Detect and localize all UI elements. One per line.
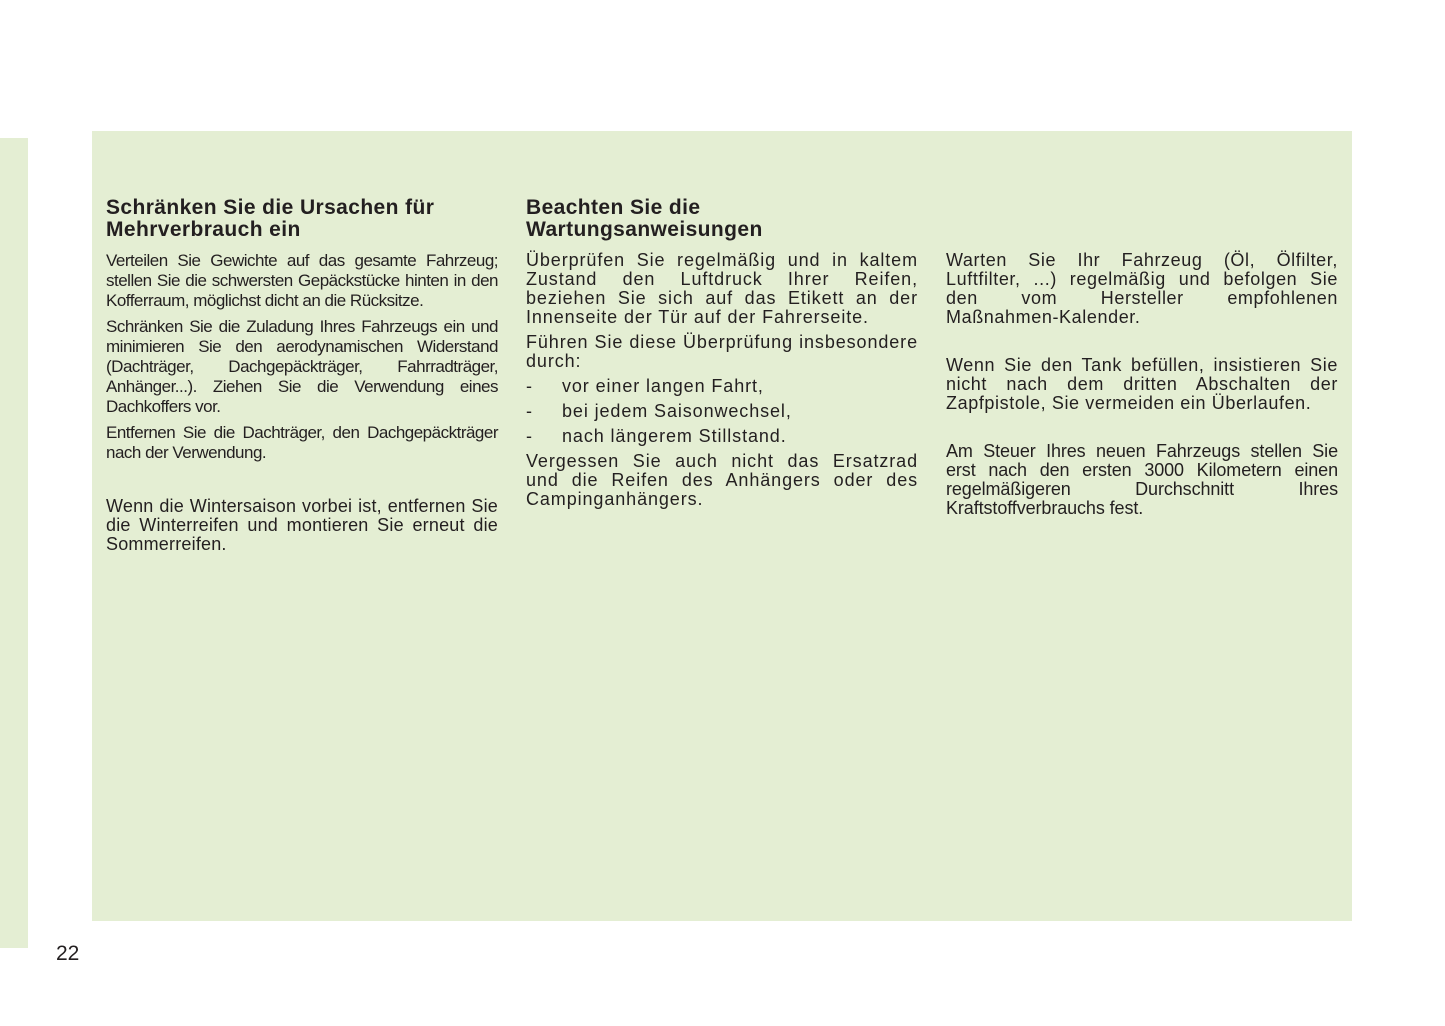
paragraph: Am Steuer Ihres neuen Fahrzeugs stellen Sie erst nach den ersten 3000 Kilometern einen regelmäßigeren Durchschnitt Ihres Kraftstoffverbrauchs fest.: [946, 441, 1338, 518]
list-item: [526, 427, 918, 446]
paragraph: Vergessen Sie auch nicht das Ersatzrad und die Reifen des Anhängers oder des Campinganhängers.: [526, 451, 918, 509]
section-heading: Schränken Sie die Ursachen für Mehrverbrauch ein: [106, 196, 435, 241]
list-dash: -: [526, 401, 533, 421]
page-number: 22: [56, 942, 80, 965]
side-strip: [0, 138, 28, 948]
paragraph: Wenn die Wintersaison vorbei ist, entfernen Sie die Winterreifen und montieren Sie erneut die Sommerreifen.: [106, 496, 498, 554]
list-item-text: vor einer langen Fahrt,: [562, 376, 764, 396]
list-dash: -: [526, 426, 533, 446]
list-dash: -: [526, 376, 533, 396]
paragraph: Verteilen Sie Gewichte auf das gesamte Fahrzeug; stellen Sie die schwersten Gepäckstücke hinten in den Kofferraum, möglichst dicht an die Rücksitze.: [106, 251, 498, 310]
paragraph: Warten Sie Ihr Fahrzeug (Öl, Ölfilter, Luftfilter, ...) regelmäßig und befolgen Sie den vom Hersteller empfohlenen Maßnahmen-Kalender.: [946, 250, 1338, 327]
list-item: [526, 377, 918, 396]
paragraph: Führen Sie diese Überprüfung insbesondere durch:: [526, 332, 918, 371]
paragraph: Entfernen Sie die Dachträger, den Dachgepäckträger nach der Verwendung.: [106, 423, 498, 462]
content-panel: [92, 131, 1352, 921]
list-item-text: nach längerem Stillstand.: [562, 426, 787, 446]
paragraph: Wenn Sie den Tank befüllen, insistieren Sie nicht nach dem dritten Abschalten der Zapfpistole, Sie vermeiden ein Überlaufen.: [946, 355, 1338, 413]
list-item: [526, 402, 918, 421]
section-heading: Beachten Sie die Wartungsanweisungen: [526, 196, 763, 241]
paragraph: Überprüfen Sie regelmäßig und in kaltem Zustand den Luftdruck Ihrer Reifen, beziehen Sie sich auf das Etikett an der Innenseite der Tür auf der Fahrerseite.: [526, 250, 918, 327]
paragraph: Schränken Sie die Zuladung Ihres Fahrzeugs ein und minimieren Sie den aerodynamischen Widerstand (Dachträger, Dachgepäckträger, Fahrradträger, Anhänger...). Ziehen Sie die Verwendung eines Dachkoffers vor.: [106, 317, 498, 416]
section-body: [106, 251, 498, 469]
section-body: [946, 251, 1338, 518]
section-body-continued: [106, 497, 498, 554]
checklist: [526, 377, 918, 446]
list-item-text: bei jedem Saisonwechsel,: [562, 401, 792, 421]
section-body: [526, 251, 918, 509]
